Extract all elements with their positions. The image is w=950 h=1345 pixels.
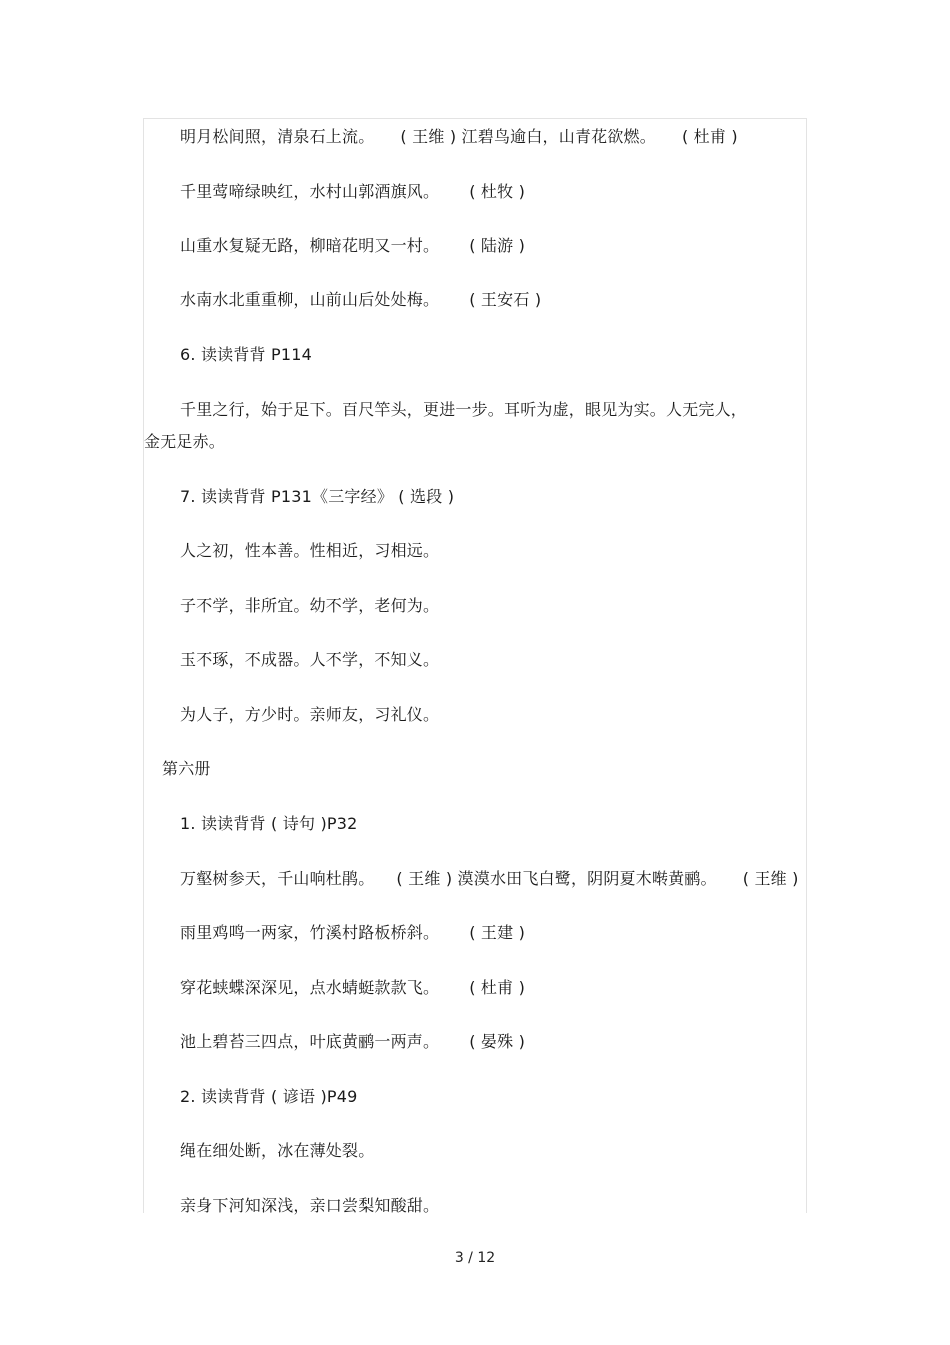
saying-line-2 [180, 1195, 439, 1217]
verse-author: ( 晏殊 ) [469, 1032, 526, 1051]
proverb-text: 金无足赤。 [144, 432, 226, 451]
verse-author: ( 杜甫 ) [681, 127, 738, 146]
verse: 水南水北重重柳，山前山后处处梅。 [180, 290, 440, 309]
verse: 穿花蛱蝶深深见，点水蜻蜓款款飞。 [180, 978, 440, 997]
verse-author: ( 王建 ) [469, 923, 526, 942]
verse-author: ( 王维 ) 江碧鸟逾白，山青花欲燃。 [400, 127, 656, 146]
sanzijing-line-2 [180, 595, 439, 617]
sanzijing-line-1 [180, 540, 439, 562]
heading-text: 2. 读读背背 ( 谚语 )P49 [180, 1087, 358, 1106]
verse-author: ( 王维 ) 漠漠水田飞白鹭，阴阴夏木啭黄鹂。 [396, 869, 717, 888]
verse-author: ( 王安石 ) [469, 290, 542, 309]
heading-text: 6. 读读背背 P114 [180, 345, 313, 364]
heading-text: 1. 读读背背 ( 诗句 )P32 [180, 814, 358, 833]
verse: 人之初，性本善。性相近，习相远。 [180, 541, 440, 560]
sanzijing-line-3 [180, 649, 439, 671]
section-heading-1 [180, 813, 358, 835]
section-heading-6 [180, 344, 312, 366]
poem-line-6 [180, 922, 525, 944]
poem-line-4 [180, 289, 541, 311]
page-number: 3 / 12 [454, 1250, 496, 1266]
poem-line-2 [180, 181, 525, 203]
poem-line-3 [180, 235, 525, 257]
heading-text: 第六册 [162, 759, 211, 778]
verse: 雨里鸡鸣一两家，竹溪村路板桥斜。 [180, 923, 440, 942]
verse-author: ( 陆游 ) [469, 236, 526, 255]
poem-line-1 [180, 126, 738, 148]
saying-text: 亲身下河知深浅，亲口尝梨知酸甜。 [180, 1196, 440, 1215]
verse-author: ( 王维 ) [742, 869, 799, 888]
proverb-line-1 [180, 399, 747, 421]
verse: 万壑树参天，千山响杜鹃。 [180, 869, 375, 888]
heading-text: 7. 读读背背 P131《三字经》 ( 选段 ) [180, 487, 455, 506]
verse-author: ( 杜牧 ) [469, 182, 526, 201]
verse-author: ( 杜甫 ) [469, 978, 526, 997]
poem-line-5 [180, 868, 799, 890]
section-heading-2 [180, 1086, 358, 1108]
verse: 玉不琢，不成器。人不学，不知义。 [180, 650, 440, 669]
volume-heading [162, 758, 211, 780]
verse: 山重水复疑无路，柳暗花明又一村。 [180, 236, 440, 255]
section-heading-7 [180, 486, 454, 508]
proverb-line-1-cont [144, 431, 225, 453]
saying-line-1 [180, 1140, 374, 1162]
poem-line-8 [180, 1031, 525, 1053]
sanzijing-line-4 [180, 704, 439, 726]
verse: 为人子，方少时。亲师友，习礼仪。 [180, 705, 440, 724]
verse: 千里莺啼绿映红，水村山郭酒旗风。 [180, 182, 440, 201]
proverb-text: 千里之行，始于足下。百尺竿头，更进一步。耳听为虚，眼见为实。人无完人， [180, 400, 748, 419]
saying-text: 绳在细处断，冰在薄处裂。 [180, 1141, 375, 1160]
verse: 明月松间照，清泉石上流。 [180, 127, 375, 146]
poem-line-7 [180, 977, 525, 999]
verse: 池上碧苔三四点，叶底黄鹂一两声。 [180, 1032, 440, 1051]
verse: 子不学，非所宜。幼不学，老何为。 [180, 596, 440, 615]
